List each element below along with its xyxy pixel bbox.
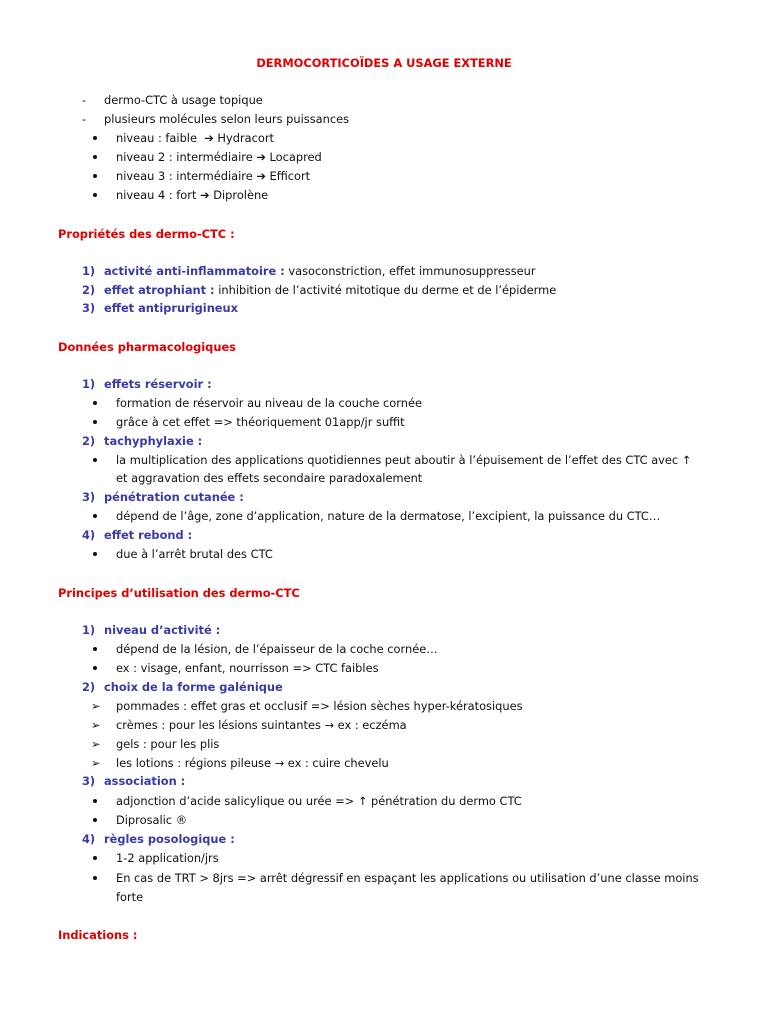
pointer-arrow-icon: ➢: [91, 718, 101, 732]
bullet-text: 1-2 application/jrs: [116, 851, 219, 865]
property-atrophic: effet atrophiant : inhibition de l’activité mitotique du derme et de l’épiderme: [104, 283, 557, 297]
document-title: DERMOCORTICOÏDES A USAGE EXTERNE: [256, 56, 512, 70]
bullet-text-continuation: et aggravation des effets secondaire paradoxalement: [116, 471, 423, 485]
bullet-dot: [93, 818, 97, 822]
bullet-text: dépend de l’âge, zone d’application, nature de la dermatose, l’excipient, la puissance du CTC…: [116, 509, 661, 523]
section-heading-pharmacology: Données pharmacologiques: [58, 340, 236, 354]
item-heading-association: association :: [104, 774, 186, 788]
arrow-right-icon: ➔: [256, 150, 266, 164]
item-number: 1): [82, 377, 96, 391]
level-item: niveau 2 : intermédiaire ➔ Locapred: [116, 150, 322, 164]
pointer-arrow-icon: ➢: [91, 699, 101, 713]
pointer-arrow-icon: ➢: [91, 756, 101, 770]
bullet-dot: [93, 174, 97, 178]
bullet-text-continuation: forte: [116, 890, 144, 904]
bullet-dot: [93, 856, 97, 860]
item-heading-penetration: pénétration cutanée :: [104, 490, 244, 504]
bullet-dot: [93, 401, 97, 405]
bullet-dot: [93, 420, 97, 424]
numbered-item: 2): [82, 283, 96, 297]
bullet-dot: [93, 193, 97, 197]
item-number: 4): [82, 832, 96, 846]
bullet-text: adjonction d’acide salicylique ou urée => ↑ pénétration du dermo CTC: [116, 794, 522, 808]
item-heading-galenic-form: choix de la forme galénique: [104, 680, 283, 694]
item-number: 3): [82, 490, 96, 504]
bullet-text: ex : visage, enfant, nourrisson => CTC faibles: [116, 661, 379, 675]
item-number: 4): [82, 528, 96, 542]
intro-line-topical: dermo-CTC à usage topique: [104, 93, 263, 107]
bullet-dot: [93, 552, 97, 556]
level-item: niveau 4 : fort ➔ Diprolène: [116, 188, 269, 202]
level-item: niveau 3 : intermédiaire ➔ Efficort: [116, 169, 311, 183]
item-number: 2): [82, 434, 96, 448]
bullet-text: Diprosalic ®: [116, 813, 188, 827]
form-item-lotion: les lotions : régions pileuse → ex : cuire chevelu: [116, 756, 389, 770]
item-number: 2): [82, 680, 96, 694]
item-heading-activity-level: niveau d’activité :: [104, 623, 221, 637]
arrow-right-icon: ➔: [204, 131, 214, 145]
dash-marker: -: [82, 93, 87, 107]
arrow-right-icon: ➔: [256, 169, 266, 183]
bullet-text: grâce à cet effet => théoriquement 01app/jr suffit: [116, 415, 405, 429]
intro-line-molecules: plusieurs molécules selon leurs puissances: [104, 112, 350, 126]
item-number: 1): [82, 623, 96, 637]
form-item-ointment: pommades : effet gras et occlusif => lésion sèches hyper-kératosiques: [116, 699, 523, 713]
bullet-text: dépend de la lésion, de l’épaisseur de la coche cornée…: [116, 642, 438, 656]
bullet-dot: [93, 136, 97, 140]
bullet-text: En cas de TRT > 8jrs => arrêt dégressif en espaçant les applications ou utilisation d’une classe moins: [116, 871, 699, 885]
property-antipruritic: effet antiprurigineux: [104, 301, 238, 315]
bullet-dot: [93, 647, 97, 651]
section-heading-indications: Indications :: [58, 928, 138, 942]
item-heading-dosage-rules: règles posologique :: [104, 832, 235, 846]
bullet-dot: [93, 666, 97, 670]
bullet-dot: [93, 799, 97, 803]
bullet-dot: [93, 458, 97, 462]
bullet-text: formation de réservoir au niveau de la couche cornée: [116, 396, 422, 410]
section-heading-principles: Principes d’utilisation des dermo-CTC: [58, 586, 300, 600]
bullet-text: due à l’arrêt brutal des CTC: [116, 547, 273, 561]
numbered-item: 3): [82, 301, 96, 315]
item-number: 3): [82, 774, 96, 788]
item-heading-reservoir: effets réservoir :: [104, 377, 212, 391]
property-anti-inflammatory: activité anti-inflammatoire : vasoconstriction, effet immunosuppresseur: [104, 264, 536, 278]
item-heading-rebound: effet rebond :: [104, 528, 193, 542]
level-item: niveau : faible ➔ Hydracort: [116, 131, 274, 145]
item-heading-tachyphylaxis: tachyphylaxie :: [104, 434, 203, 448]
bullet-dot: [93, 155, 97, 159]
bullet-dot: [93, 876, 97, 880]
bullet-dot: [93, 514, 97, 518]
form-item-cream: crèmes : pour les lésions suintantes → ex : eczéma: [116, 718, 407, 732]
dash-marker: -: [82, 112, 87, 126]
arrow-right-icon: ➔: [200, 188, 210, 202]
section-heading-properties: Propriétés des dermo-CTC :: [58, 227, 235, 241]
numbered-item: 1): [82, 264, 96, 278]
bullet-text: la multiplication des applications quotidiennes peut aboutir à l’épuisement de l’effet des CTC avec ↑: [116, 453, 692, 467]
form-item-gel: gels : pour les plis: [116, 737, 220, 751]
pointer-arrow-icon: ➢: [91, 737, 101, 751]
